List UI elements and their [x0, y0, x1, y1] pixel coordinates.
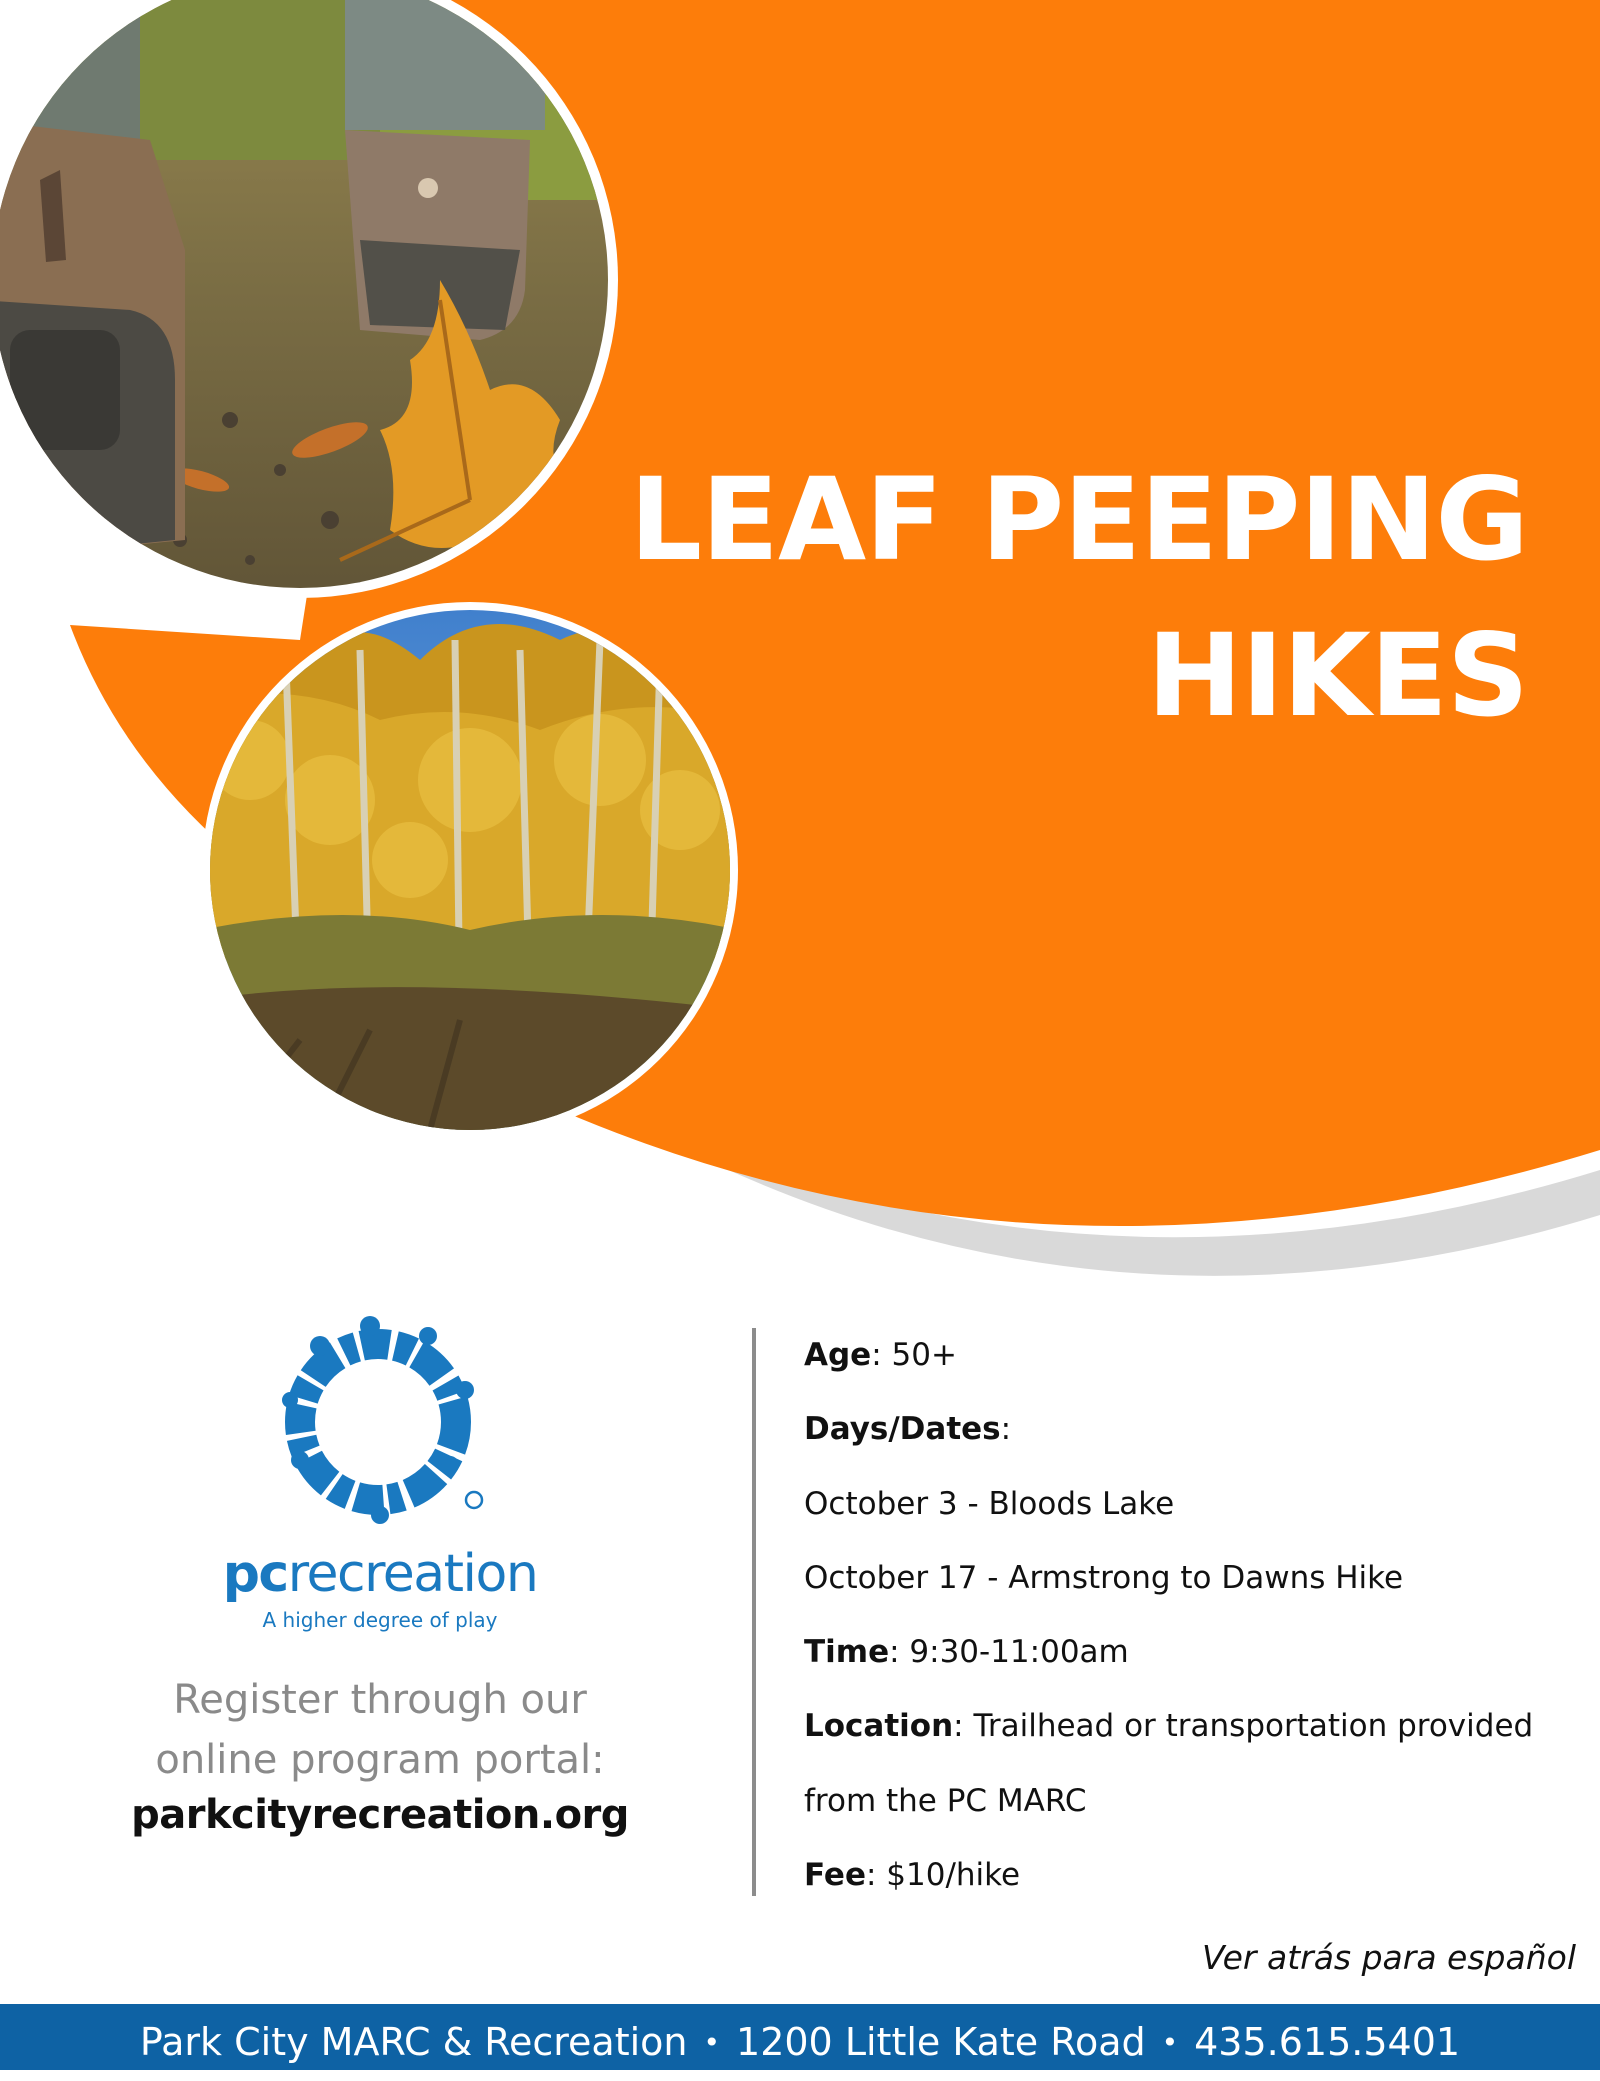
register-line-2: online program portal: [155, 1737, 605, 1783]
time-value: : 9:30-11:00am [889, 1634, 1129, 1671]
time-label: Time [804, 1634, 890, 1671]
register-text [130, 1670, 630, 1790]
fee-value: : $10/hike [865, 1857, 1021, 1894]
title-line-2: HIKES [1146, 609, 1528, 742]
logo-block [130, 1300, 630, 1838]
brand-light: recreation [287, 1544, 538, 1604]
dates-value: : [1000, 1411, 1012, 1448]
dates-row [804, 1392, 1600, 1466]
brand-tagline: A higher degree of play [262, 1608, 498, 1632]
title-line-1: LEAF PEEPING [629, 453, 1528, 586]
spanish-note: Ver atrás para español [1201, 1938, 1576, 1977]
location-value: : Trailhead or transportation provided [953, 1708, 1534, 1745]
footer-address: 1200 Little Kate Road [736, 2020, 1146, 2064]
date-2: October 17 - Armstrong to Dawns Hike [804, 1559, 1404, 1596]
footer-bar [0, 2004, 1600, 2070]
event-details [804, 1318, 1600, 1912]
location-continued: from the PC MARC [804, 1782, 1087, 1819]
date-1: October 3 - Bloods Lake [804, 1485, 1175, 1522]
location-row [804, 1689, 1600, 1763]
age-label: Age [804, 1337, 872, 1373]
age-row [804, 1318, 1600, 1392]
website-link[interactable]: parkcityrecreation.org [131, 1792, 629, 1838]
register-line-1: Register through our [173, 1677, 587, 1723]
location-label: Location [804, 1708, 954, 1745]
footer-org: Park City MARC & Recreation [139, 2020, 688, 2064]
fee-row [804, 1838, 1600, 1912]
time-row [804, 1615, 1600, 1689]
brand-bold: pc [222, 1544, 288, 1604]
footer-separator: • [703, 2026, 721, 2059]
event-title [629, 442, 1528, 754]
brand-wordmark [130, 1544, 630, 1604]
footer-separator: • [1161, 2026, 1179, 2059]
vertical-divider [752, 1328, 756, 1896]
fee-label: Fee [804, 1857, 866, 1894]
pc-recreation-logo-icon [260, 1300, 500, 1540]
age-value: : 50+ [871, 1337, 957, 1373]
dates-label: Days/Dates [804, 1411, 1001, 1448]
footer-phone[interactable]: 435.615.5401 [1194, 2020, 1461, 2064]
